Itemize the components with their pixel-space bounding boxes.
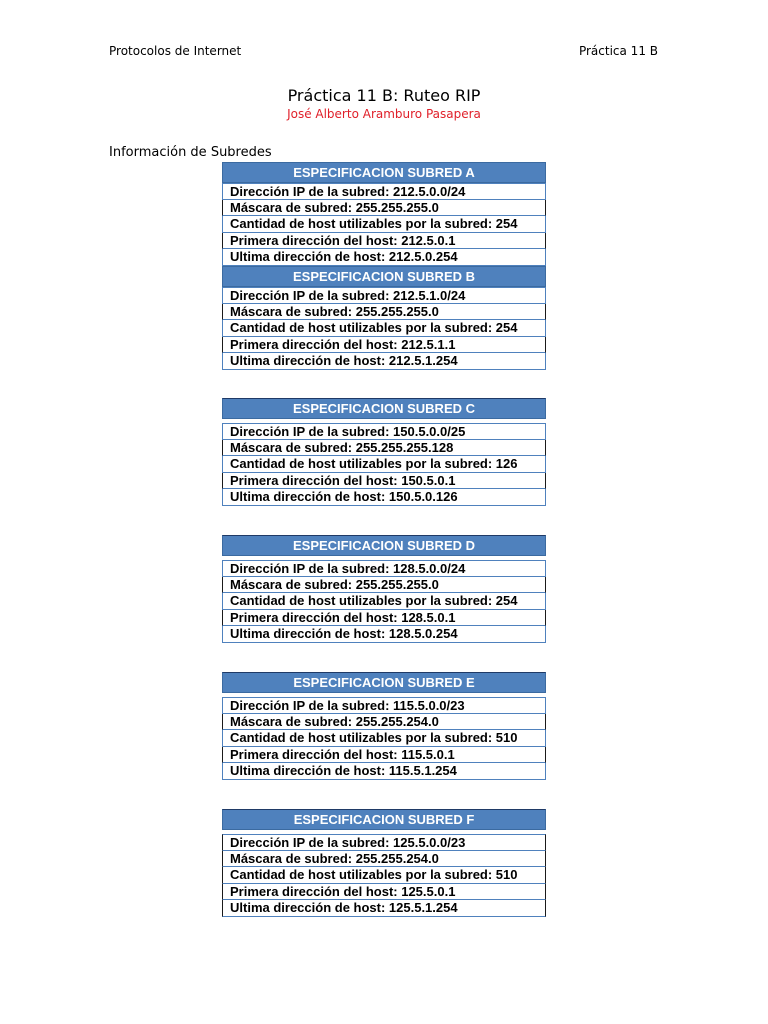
subnet-c-row: Cantidad de host utilizables por la subred: 126 bbox=[222, 456, 546, 473]
page-title: Práctica 11 B: Ruteo RIP bbox=[287, 86, 481, 105]
subnet-b-row: Dirección IP de la subred: 212.5.1.0/24 bbox=[222, 287, 546, 304]
subnet-b-row: Cantidad de host utilizables por la subred: 254 bbox=[222, 320, 546, 337]
subnet-f-row: Primera dirección del host: 125.5.0.1 bbox=[222, 884, 546, 901]
subnet-d-header: ESPECIFICACION SUBRED D bbox=[222, 535, 546, 556]
subnet-e-row: Dirección IP de la subred: 115.5.0.0/23 bbox=[222, 697, 546, 714]
subnet-d-row: Ultima dirección de host: 128.5.0.254 bbox=[222, 626, 546, 643]
subnet-c-row: Dirección IP de la subred: 150.5.0.0/25 bbox=[222, 423, 546, 440]
subnet-c-row: Máscara de subred: 255.255.255.128 bbox=[222, 440, 546, 457]
subnet-f-row: Cantidad de host utilizables por la subred: 510 bbox=[222, 867, 546, 884]
subnet-table-f bbox=[222, 809, 546, 917]
subnet-a-header: ESPECIFICACION SUBRED A bbox=[222, 162, 546, 183]
subnet-e-row: Primera dirección del host: 115.5.0.1 bbox=[222, 747, 546, 764]
section-heading: Información de Subredes bbox=[109, 145, 272, 160]
subnet-e-row: Cantidad de host utilizables por la subred: 510 bbox=[222, 730, 546, 747]
subnet-a-row: Primera dirección del host: 212.5.0.1 bbox=[222, 233, 546, 250]
subnet-d-row: Dirección IP de la subred: 128.5.0.0/24 bbox=[222, 560, 546, 577]
subnet-table-d bbox=[222, 535, 546, 643]
author-name: José Alberto Aramburo Pasapera bbox=[287, 107, 481, 121]
subnet-a-row: Dirección IP de la subred: 212.5.0.0/24 bbox=[222, 183, 546, 200]
subnet-e-row: Máscara de subred: 255.255.254.0 bbox=[222, 714, 546, 731]
subnet-c-row: Ultima dirección de host: 150.5.0.126 bbox=[222, 489, 546, 506]
subnet-b-row: Primera dirección del host: 212.5.1.1 bbox=[222, 337, 546, 354]
subnet-f-header: ESPECIFICACION SUBRED F bbox=[222, 809, 546, 830]
subnet-f-row: Dirección IP de la subred: 125.5.0.0/23 bbox=[222, 834, 546, 851]
subnet-table-c bbox=[222, 398, 546, 506]
subnet-c-header: ESPECIFICACION SUBRED C bbox=[222, 398, 546, 419]
subnet-f-row: Máscara de subred: 255.255.254.0 bbox=[222, 851, 546, 868]
subnet-table-a-b bbox=[222, 162, 546, 370]
subnet-a-row: Ultima dirección de host: 212.5.0.254 bbox=[222, 249, 546, 266]
subnet-c-row: Primera dirección del host: 150.5.0.1 bbox=[222, 473, 546, 490]
subnet-f-row: Ultima dirección de host: 125.5.1.254 bbox=[222, 900, 546, 917]
subnet-d-row: Cantidad de host utilizables por la subred: 254 bbox=[222, 593, 546, 610]
subnet-d-row: Primera dirección del host: 128.5.0.1 bbox=[222, 610, 546, 627]
subnet-d-row: Máscara de subred: 255.255.255.0 bbox=[222, 577, 546, 594]
subnet-e-header: ESPECIFICACION SUBRED E bbox=[222, 672, 546, 693]
subnet-e-row: Ultima dirección de host: 115.5.1.254 bbox=[222, 763, 546, 780]
subnet-b-row: Máscara de subred: 255.255.255.0 bbox=[222, 304, 546, 321]
header-left-text: Protocolos de Internet bbox=[109, 44, 242, 58]
subnet-b-row: Ultima dirección de host: 212.5.1.254 bbox=[222, 353, 546, 370]
subnet-a-row: Cantidad de host utilizables por la subred: 254 bbox=[222, 216, 546, 233]
header-right-text: Práctica 11 B bbox=[578, 44, 658, 58]
subnet-table-e bbox=[222, 672, 546, 780]
subnet-a-row: Máscara de subred: 255.255.255.0 bbox=[222, 200, 546, 217]
subnet-b-header: ESPECIFICACION SUBRED B bbox=[222, 266, 546, 287]
